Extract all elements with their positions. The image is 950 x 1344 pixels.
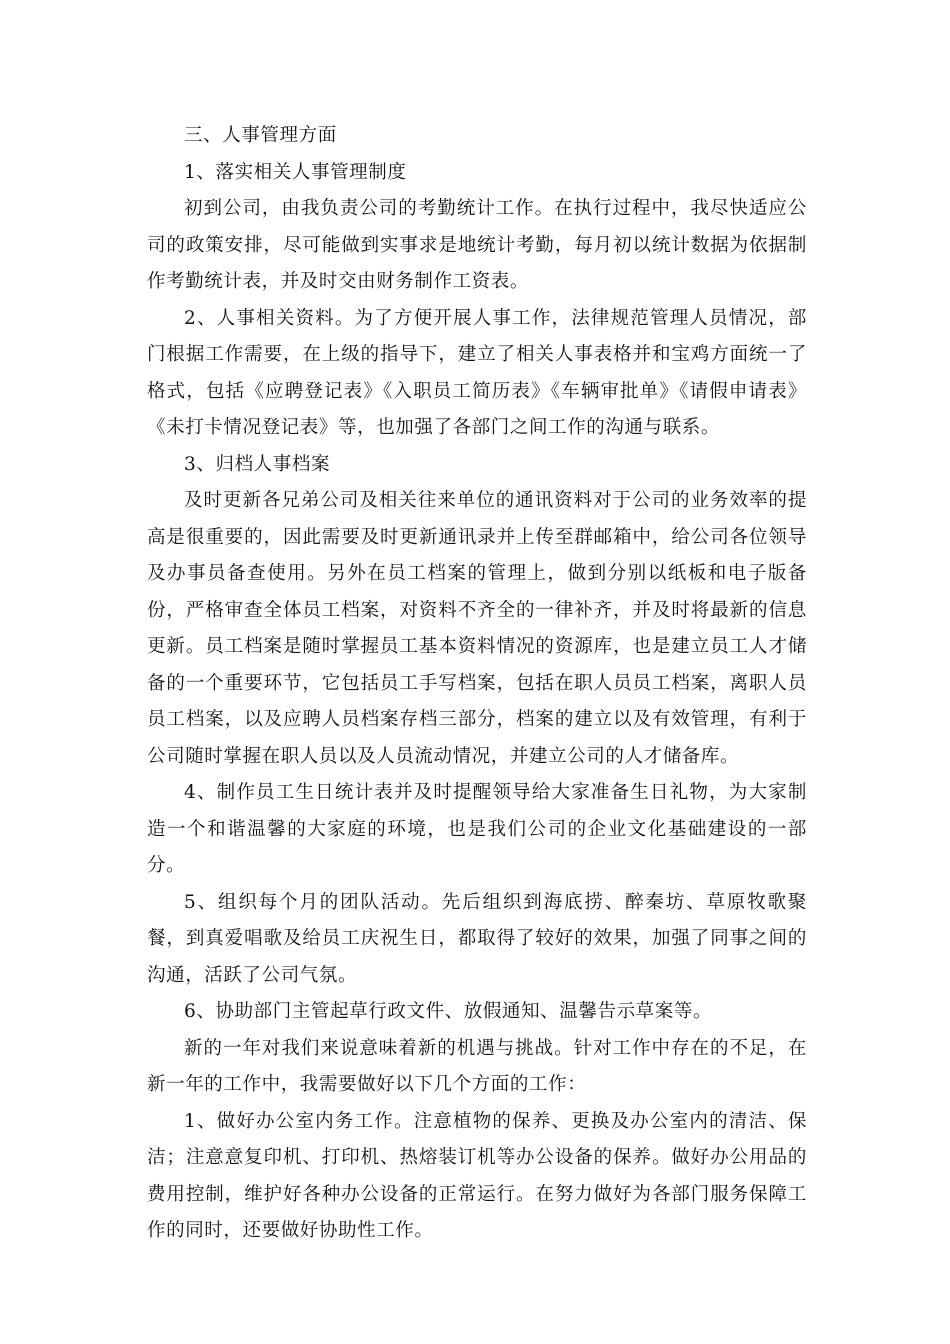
paragraph-personnel-materials: 2、人事相关资料。为了方便开展人事工作，法律规范管理人员情况，部门根据工作需要，在上级的指导下，建立了相关人事表格并和宝鸡方面统一了格式，包括《应聘登记表》《入职员工简历表》《车辆审批单》《请假申请表》《未打卡情况登记表》等，也加强了各部门之间工作的沟通与联系。 — [147, 307, 807, 438]
paragraph-attendance: 初到公司，由我负责公司的考勤统计工作。在执行过程中，我尽快适应公司的政策安排，尽可能做到实事求是地统计考勤，每月初以统计数据为依据制作考勤统计表，并及时交由财务制作工资表。 — [147, 198, 807, 292]
paragraph-drafting: 6、协助部门主管起草行政文件、放假通知、温馨告示草案等。 — [184, 1001, 713, 1022]
subheading-archive: 3、归档人事档案 — [184, 453, 331, 475]
paragraph-team-activities: 5、组织每个月的团队活动。先后组织到海底捞、醉秦坊、草原牧歌聚餐，到真爱唱歌及给员工庆祝生日，都取得了较好的效果，加强了同事之间的沟通，活跃了公司气氛。 — [147, 891, 807, 986]
subheading-personnel-system: 1、落实相关人事管理制度 — [184, 161, 407, 183]
paragraph-archive-details: 及时更新各兄弟公司及相关往来单位的通讯资料对于公司的业务效率的提高是很重要的，因此需要及时更新通讯录并上传至群邮箱中，给公司各位领导及办事员备查使用。另外在员工档案的管理上，做到分别以纸板和电子版备份，严格审查全体员工档案，对资料不齐全的一律补齐，并及时将最新的信息更新。员工档案是随时掌握员工基本资料情况的资源库，也是建立员工人才储备的一个重要环节，它包括员工手写档案，包括在职人员员工档案，离职人员员工档案，以及应聘人员档案存档三部分，档案的建立以及有效管理，有利于公司随时掌握在职人员以及人员流动情况，并建立公司的人才储备库。 — [147, 490, 807, 767]
paragraph-office-affairs: 1、做好办公室内务工作。注意植物的保养、更换及办公室内的清洁、保洁；注意意复印机、打印机、热熔装订机等办公设备的保养。做好办公用品的费用控制，维护好各种办公设备的正常运行。在努力做好为各部门服务保障工作的同时，还要做好协助性工作。 — [147, 1110, 807, 1241]
document-body — [147, 118, 807, 1250]
paragraph-birthday: 4、制作员工生日统计表并及时提醒领导给大家准备生日礼物，为大家制造一个和谐温馨的大家庭的环境，也是我们公司的企业文化基础建设的一部分。 — [147, 782, 807, 876]
paragraph-new-year: 新的一年对我们来说意味着新的机遇与挑战。针对工作中存在的不足，在新一年的工作中，我需要做好以下几个方面的工作： — [147, 1037, 807, 1095]
section-heading-personnel: 三、人事管理方面 — [184, 125, 337, 146]
